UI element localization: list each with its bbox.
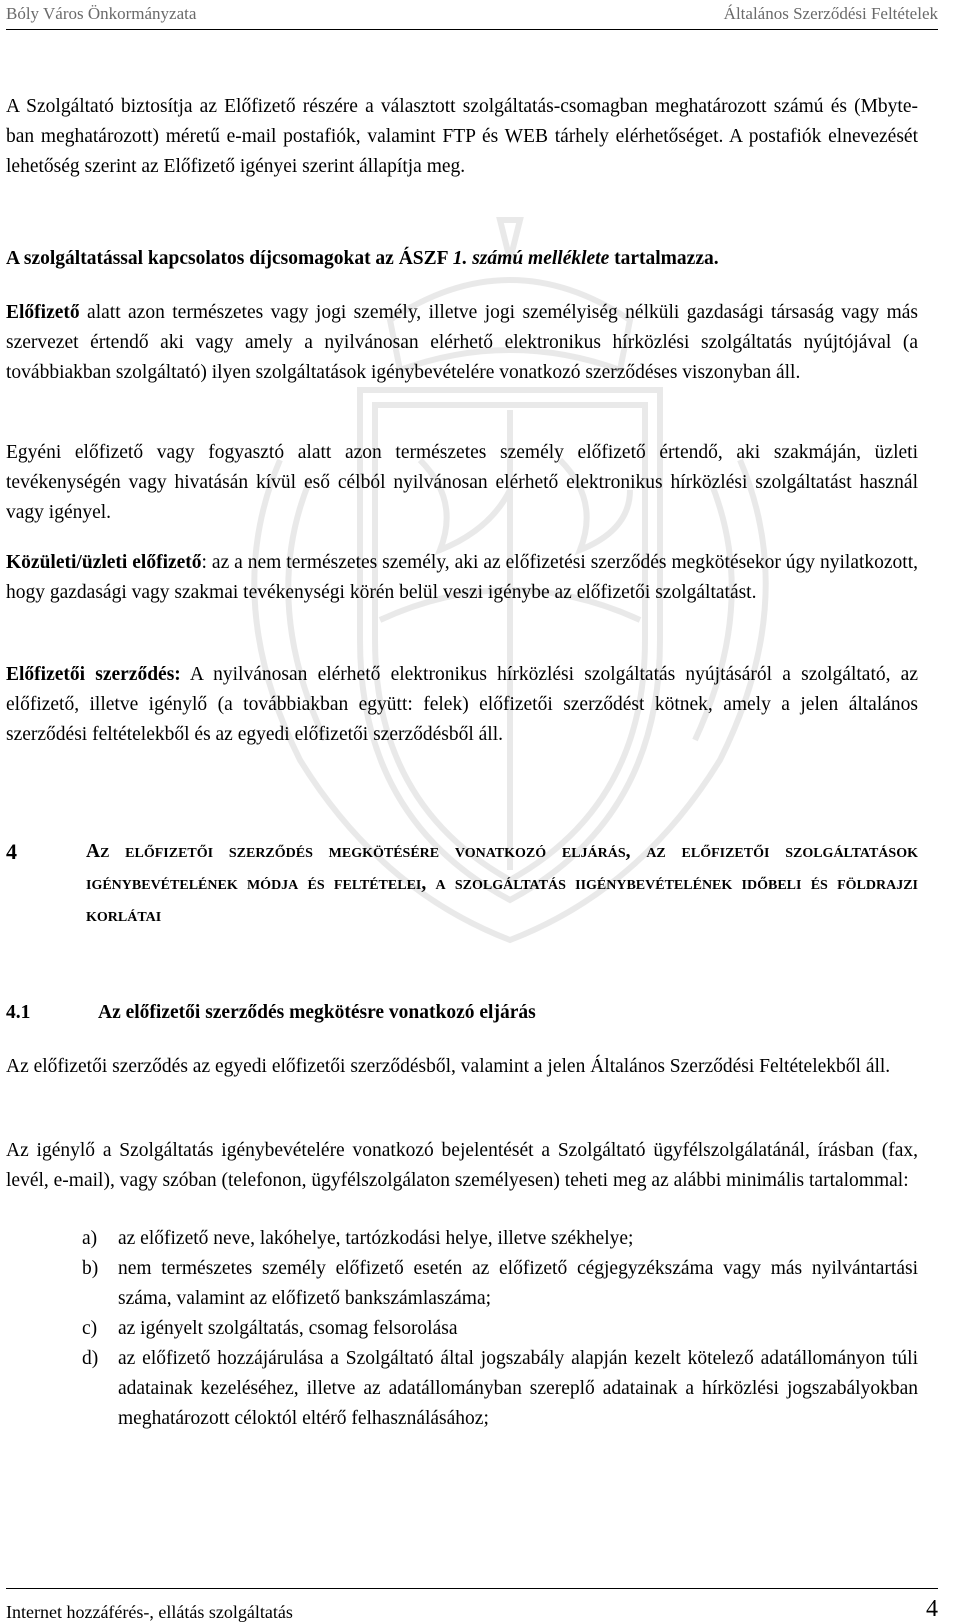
header-right: Általános Szerződési Feltételek [723,4,938,23]
paragraph-application-procedure: Az igénylő a Szolgáltatás igénybevételére vonatkozó bejelentését a Szolgáltató ügyfélszolgálatánál, írásban (fax, levél, e-mail), vagy szóban (telefonon, ügyfélszolgálaton személyesen) teheti meg az alábbi minimális tartalommal: [6,1140,918,1191]
paragraph-contract-composition: Az előfizetői szerződés az egyedi előfizetői szerződésből, valamint a jelen Általános Szerződési Feltételekből áll. [6,1056,891,1077]
paragraph-subscriber-contract [6,660,918,750]
list-marker: a) [82,1228,98,1249]
list-item [6,1224,918,1254]
definition-subscriber-contract: A nyilvánosan elérhető elektronikus hírközlési szolgáltatás nyújtásáról a szolgáltató, az előfizető, illetve igénylő (a továbbiakban együtt: felek) előfizetői szerződést kötnek, amely a jelen általános szerződési feltételekből és az egyedi előfizetői szerződésből áll. [6,664,918,745]
list-marker: b) [82,1258,99,1279]
section-4-1-number: 4.1 [6,1002,31,1023]
list-marker: d) [82,1348,99,1369]
section-4-1-title: Az előfizetői szerződés megkötésre vonatkozó eljárás [98,1002,536,1023]
term-subscriber: Előfizető [6,302,80,323]
paragraph-fee-packages [6,244,918,274]
definition-business-subscriber: : az a nem természetes személy, aki az előfizetési szerződés megkötésekor úgy nyilatkozott, hogy gazdasági vagy szakmai tevékenységi körén belül veszi igénybe az előfizetői szolgáltatást. [6,552,919,603]
paragraph-subscriber-definition [6,298,918,388]
section-4-number: 4 [6,839,17,864]
header-left: Bóly Város Önkormányzata [6,4,197,23]
list-item-text: nem természetes személy előfizető esetén az előfizető cégjegyzékszáma vagy más nyilvántartási száma, valamint az előfizető bankszámlaszáma; [118,1258,918,1309]
list-item-text: az igényelt szolgáltatás, csomag felsorolása [118,1318,458,1339]
page-header [6,0,938,30]
footer-left: Internet hozzáférés-, ellátás szolgáltatás [6,1602,293,1622]
list-item [6,1344,918,1434]
list-item-text: az előfizető hozzájárulása a Szolgáltató által jogszabály alapján kezelt kötelező adatállományon túli adatainak kezeléséhez, illetve az adatállományban szereplő adatainak a hírközlési jogszabályokban meghatározott céloktól eltérő felhasználásához; [118,1348,918,1429]
paragraph-service-description: A Szolgáltató biztosítja az Előfizető részére a választott szolgáltatás-csomagban meghatározott számú és (Mbyte-ban meghatározott) méretű e-mail postafiók, valamint FTP és WEB tárhely elérhetőséget. A postafiók elnevezését lehetőség szerint az Előfizető igényei szerint állapítja meg. [6,96,918,177]
paragraph-business-subscriber [6,548,918,608]
annex-reference: 1. számú melléklete [452,248,610,269]
paragraph-individual-subscriber: Egyéni előfizető vagy fogyasztó alatt azon természetes személy előfizető értendő, aki szakmáján, üzleti tevékenységén vagy hivatásán kívül eső célból nyilvánosan elérhető elektronikus hírközlési szolgáltatást használ vagy igényel. [6,442,918,523]
list-item-text: az előfizető neve, lakóhelye, tartózkodási helye, illetve székhelye; [118,1228,634,1249]
definition-subscriber: alatt azon természetes vagy jogi személy, illetve jogi személyiség nélküli gazdasági társaság vagy más szervezet értendő aki vagy amely a nyilvánosan elérhető elektronikus hírközlési szolgáltatás nyújtójával (a továbbiakban szolgáltató) ilyen szolgáltatások igénybevételére vonatkozó szerződéses viszonyban áll. [6,302,918,383]
list-item [6,1254,918,1314]
requirements-list [6,1224,918,1434]
list-item [6,1314,918,1344]
fee-packages-end: tartalmazza. [614,248,719,269]
page-footer [6,1588,938,1623]
term-subscriber-contract: Előfizetői szerződés: [6,664,181,685]
page-number: 4 [926,1596,938,1622]
fee-packages-text: A szolgáltatással kapcsolatos díjcsomagokat az ÁSZF [6,248,448,269]
list-marker: c) [82,1318,98,1339]
section-4-title: Az előfizetői szerződés megkötésére vonatkozó eljárás, az előfizetői szolgáltatások igénybevételének módja és feltételei, a szolgáltatás iigénybevételének időbeli és földrajzi korlátai [86,841,918,926]
term-business-subscriber: Közületi/üzleti előfizető [6,552,202,573]
section-4-heading [6,836,918,966]
